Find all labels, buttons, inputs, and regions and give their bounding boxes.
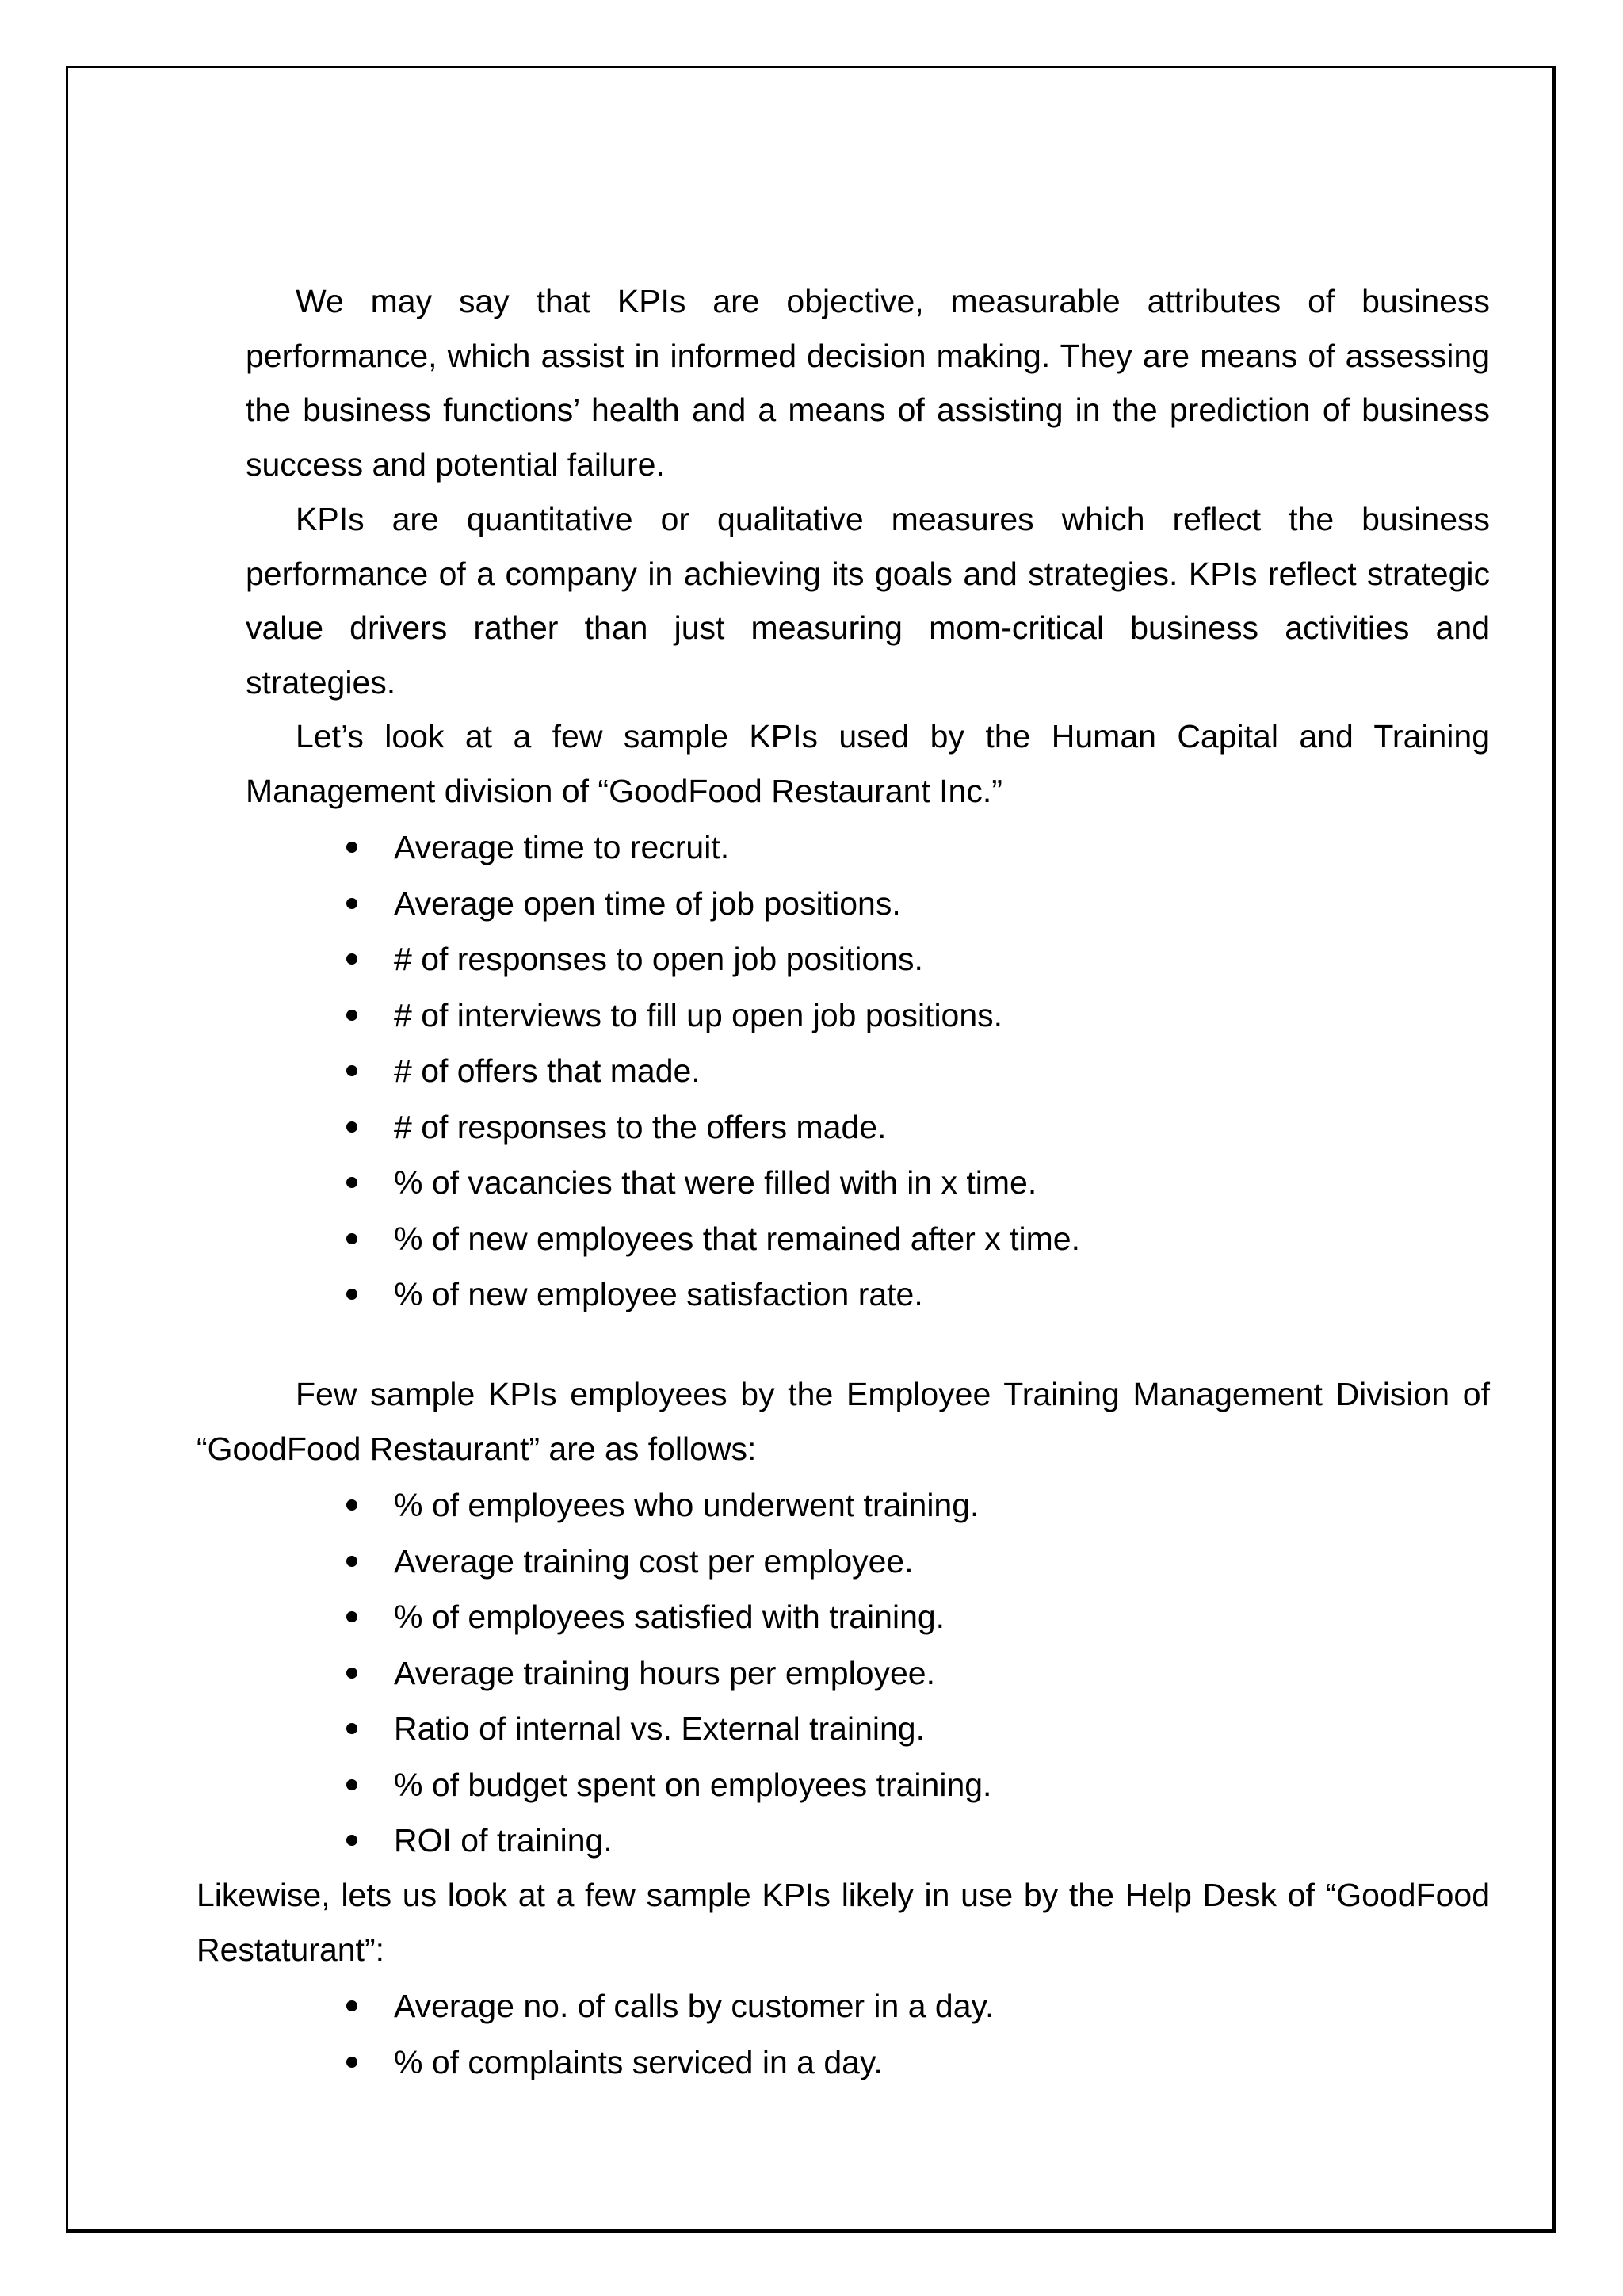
paragraph-kpi-measures: KPIs are quantitative or qualitative measures which reflect the business performance of a company in achieving its goals and strategies. KPIs reflect strategic value drivers rather than just measuring mom-critical business activities and strategies.: [246, 501, 1490, 701]
list-item: [0, 1477, 1426, 1534]
list-item-text: % of employees who underwent training.: [394, 1487, 980, 1523]
paragraph-training-intro: Few sample KPIs employees by the Employee Training Management Division of “GoodFood Restaurant” are as follows:: [197, 1376, 1490, 1467]
list-item: [0, 988, 1426, 1044]
list-item-text: % of complaints serviced in a day.: [394, 2043, 883, 2080]
help-desk-kpi-list: [0, 1978, 1426, 2090]
list-item: [0, 1978, 1426, 2034]
bullet-icon: [346, 953, 357, 965]
bullet-icon: [346, 1835, 357, 1846]
list-item: [0, 1813, 1426, 1869]
list-item-text: Average time to recruit.: [394, 829, 730, 865]
list-item-text: ROI of training.: [394, 1822, 613, 1859]
list-item: [0, 1099, 1426, 1156]
bullet-icon: [346, 1289, 357, 1300]
list-item: [0, 1534, 1426, 1590]
list-item: [0, 819, 1426, 876]
list-item: [0, 1043, 1426, 1099]
paragraph-human-capital-intro: Let’s look at a few sample KPIs used by the Human Capital and Training Management division of “GoodFood Restaurant Inc.”: [246, 718, 1490, 809]
human-capital-kpi-list: [0, 819, 1426, 1323]
list-item-text: % of vacancies that were filled with in x time.: [394, 1164, 1037, 1201]
list-item-text: # of responses to the offers made.: [394, 1108, 887, 1145]
bullet-icon: [346, 2000, 357, 2011]
paragraph-help-desk-intro: Likewise, lets us look at a few sample KPIs likely in use by the Help Desk of “GoodFood Restaturant”:: [197, 1877, 1490, 1968]
bullet-icon: [346, 1233, 357, 1244]
list-item-text: # of responses to open job positions.: [394, 941, 923, 977]
bullet-icon: [346, 1177, 357, 1188]
list-item: [0, 876, 1426, 932]
bullet-icon: [346, 1779, 357, 1790]
bullet-icon: [346, 1065, 357, 1076]
list-item: [0, 1155, 1426, 1211]
list-item: [0, 1645, 1426, 1702]
list-item-text: # of interviews to fill up open job positions.: [394, 996, 1003, 1033]
list-item-text: % of budget spent on employees training.: [394, 1766, 992, 1803]
bullet-icon: [346, 1556, 357, 1567]
bullet-icon: [346, 2057, 357, 2068]
list-item: [0, 1266, 1426, 1323]
paragraph-kpi-definition: We may say that KPIs are objective, measurable attributes of business performance, which assist in informed decision making. They are means of assessing the business functions’ health and a means of assisting in the prediction of business success and potential failure.: [246, 283, 1490, 483]
list-item: [0, 1701, 1426, 1757]
list-item: [0, 2034, 1426, 2091]
list-item: [0, 1589, 1426, 1645]
bullet-icon: [346, 842, 357, 853]
list-item-text: Ratio of internal vs. External training.: [394, 1710, 925, 1747]
bullet-icon: [346, 1611, 357, 1622]
training-kpi-list: [0, 1477, 1426, 1869]
bullet-icon: [346, 1010, 357, 1021]
list-item-text: % of employees satisfied with training.: [394, 1599, 945, 1635]
list-item-text: Average open time of job positions.: [394, 884, 901, 922]
bullet-icon: [346, 1121, 357, 1133]
list-item-text: % of new employees that remained after x time.: [394, 1220, 1080, 1257]
list-item: [0, 1211, 1426, 1267]
list-item-text: # of offers that made.: [394, 1052, 701, 1089]
list-item-text: Average no. of calls by customer in a day.: [394, 1988, 995, 2024]
list-item: [0, 1757, 1426, 1813]
list-item: [0, 931, 1426, 988]
list-item-text: % of new employee satisfaction rate.: [394, 1276, 923, 1312]
bullet-icon: [346, 1668, 357, 1679]
list-item-text: Average training cost per employee.: [394, 1542, 914, 1580]
bullet-icon: [346, 898, 357, 909]
bullet-icon: [346, 1499, 357, 1511]
list-item-text: Average training hours per employee.: [394, 1654, 935, 1691]
bullet-icon: [346, 1723, 357, 1734]
